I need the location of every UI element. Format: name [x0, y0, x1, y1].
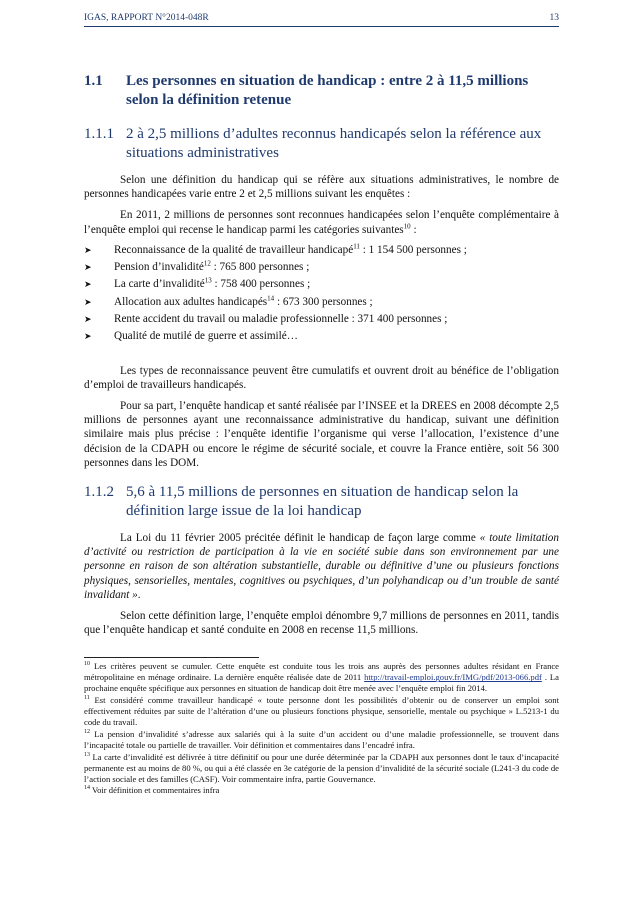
- section-title: 5,6 à 11,5 millions de personnes en situation de handicap selon la définition large issue de la loi handicap: [126, 484, 519, 520]
- page-content: [84, 72, 559, 796]
- paragraph: Selon cette définition large, l’enquête emploi dénombre 9,7 millions de personnes en 2011, tandis que l’enquête handicap et santé conduite en 2008 en recense 11,5 millions.: [84, 610, 559, 637]
- footnote-13: $^{13}$ La carte d’invalidité est délivrée à titre définitif ou pour une durée déterminée par la CDAPH aux personnes dont le taux d’incapacité permanente est au moins de 80 %, ou qui a été classée en 3e catégorie de la pension d’invalidité de la sécurité sociale (L241-3 du code de l’action sociale et des familles (CASF). Voir commentaire infra, partie Gouvernance.: [84, 751, 559, 784]
- list-item: ➤ Rente accident du travail ou maladie professionnelle : 371 400 personnes ;: [84, 311, 559, 328]
- section-number: 1.1: [84, 73, 103, 89]
- arrow-right-icon: ➤: [84, 314, 92, 324]
- arrow-right-icon: ➤: [84, 296, 92, 307]
- paragraph: La Loi du 11 février 2005 précitée définit le handicap de façon large comme « toute limitation d’activité ou restriction de participation à la vie en société subie dans son environnement par une personne en raison de son altération substantielle, durable ou définitive d’une ou plusieurs fonctions physiques, sensorielles, mentales, cognitives ou psychiques, d’un polyhandicap ou d’un trouble de santé invalidant ».: [84, 532, 559, 601]
- page-number: 13: [549, 13, 559, 23]
- footnote-ref[interactable]: 14: [267, 293, 275, 302]
- paragraph: Selon une définition du handicap qui se réfère aux situations administratives, le nombre de personnes handicapées varie entre 2 et 2,5 millions suivant les enquêtes :: [84, 174, 559, 201]
- footnote-11: $^{11}$ Est considéré comme travailleur handicapé « toute personne dont les possibilités d’obtenir ou de conserver un emploi sont effectivement réduites par suite de l’altération d’une ou plusieurs fonctions physique, sensorielle, mentale ou psychique » L.5213-1 du code du travail.: [84, 695, 559, 727]
- law-quote: « toute limitation d’activité ou restriction de participation à la vie en société subie dans son environnement par une personne en raison de son altération substantielle, durable ou définitive d’une ou plusieurs fonctions physiques, sensorielles, mentales, cognitives ou psychiques, d’un polyhandicap ou d’un trouble de santé invalidant »: [84, 532, 559, 601]
- section-heading-1-1: [84, 72, 559, 110]
- arrow-right-icon: ➤: [84, 262, 92, 273]
- paragraph: Pour sa part, l’enquête handicap et santé réalisée par l’INSEE et la DREES en 2008 décompte 2,5 millions de personnes ayant une reconnaissance administrative du handicap, suivant une définition similaire mais plus précise : l’enquête identifie l’organisme qui verse l’allocation, l’existence d’une décision de la CDAPH ou encore le régime de sécurité sociale, et couvre la France entière, soit 56 300 personnes dans les DOM.: [84, 400, 559, 469]
- list-item: ➤ Reconnaissance de la qualité de travailleur handicapé$^{11}$ : 1 154 500 personnes ;: [84, 242, 559, 259]
- enquete-link[interactable]: http://travail-emploi.gouv.fr/IMG/pdf/2013-066.pdf: [364, 672, 542, 683]
- section-heading-1-1-2: [84, 483, 559, 521]
- footnote-separator: [84, 657, 259, 658]
- footnote-14: $^{14}$ Voir définition et commentaires infra: [84, 785, 220, 796]
- section-title: Les personnes en situation de handicap : entre 2 à 11,5 millions selon la définition retenue: [126, 73, 529, 108]
- section-number: 1.1.2: [84, 484, 114, 501]
- paragraph: En 2011, 2 millions de personnes sont reconnues handicapées selon l’enquête complémentaire à l’enquête emploi qui recense le handicap parmi les catégories suivantes$^{10}$ :: [84, 209, 559, 236]
- list-item: ➤ Pension d’invalidité$^{12}$ : 765 800 personnes ;: [84, 259, 559, 276]
- footnote-12: $^{12}$ La pension d’invalidité s’adresse aux salariés qui à la suite d’un accident ou d’une maladie professionnelle, se trouvent dans l’incapacité totale ou partielle de travailler. Voir définition et commentaires dans l’encadré infra.: [84, 728, 559, 750]
- report-id: IGAS, RAPPORT N°2014-048R: [84, 13, 209, 23]
- list-item: ➤ Qualité de mutilé de guerre et assimilé…: [84, 328, 559, 345]
- arrow-right-icon: ➤: [84, 244, 92, 255]
- list-item: ➤ La carte d’invalidité$^{13}$ : 758 400 personnes ;: [84, 276, 559, 293]
- section-number: 1.1.1: [84, 126, 114, 142]
- footnote-10: $^{10}$ Les critères peuvent se cumuler. Cette enquête est conduite tous les trois ans auprès des personnes adultes résidant en France métropolitaine en ménage ordinaire. La dernière enquête réalisée date de 2011 http://travail-emploi.gouv.fr/IMG/pdf/2013-066.pdf . La prochaine enquête spécifique aux personnes en situation de handicap doit être menée avec l’enquête emploi fin 2014.: [84, 661, 559, 694]
- footnote-ref[interactable]: 10: [403, 221, 411, 230]
- footnote-ref[interactable]: 13: [204, 276, 212, 285]
- section-heading-1-1-1: [84, 125, 559, 163]
- footnote-ref[interactable]: 11: [353, 242, 360, 251]
- page-header: [84, 13, 559, 27]
- section-title: 2 à 2,5 millions d’adultes reconnus handicapés selon la référence aux situations administratives: [126, 126, 542, 161]
- category-list: [84, 242, 559, 346]
- list-item: ➤ Allocation aux adultes handicapés$^{14}$ : 673 300 personnes ;: [84, 294, 559, 311]
- arrow-right-icon: ➤: [84, 279, 92, 290]
- footnote-ref[interactable]: 12: [203, 259, 211, 268]
- arrow-right-icon: ➤: [84, 331, 92, 342]
- paragraph: Les types de reconnaissance peuvent être cumulatifs et ouvrent droit au bénéfice de l’obligation d’emploi de travailleurs handicapés.: [84, 364, 559, 391]
